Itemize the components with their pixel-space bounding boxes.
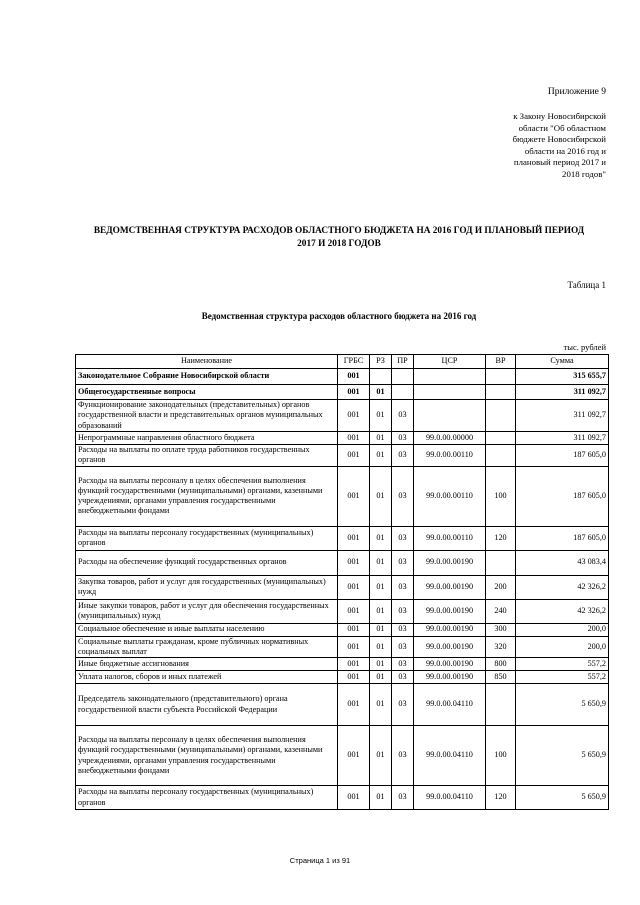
cell-grbs: 001 xyxy=(338,445,370,467)
cell-csr: 99.0.00.00190 xyxy=(414,671,486,684)
cell-pr: 03 xyxy=(392,432,414,445)
page-footer: Страница 1 из 91 xyxy=(289,856,351,865)
cell-sum: 5 650,9 xyxy=(516,786,609,810)
cell-vr: 320 xyxy=(486,636,516,658)
table-row xyxy=(76,526,609,550)
cell-name: Расходы на выплаты персоналу государственных (муниципальных) органов xyxy=(76,526,338,550)
cell-vr xyxy=(486,445,516,467)
cell-name: Непрограммные направления областного бюджета xyxy=(76,432,338,445)
budget-table xyxy=(75,354,609,810)
cell-grbs: 001 xyxy=(338,385,370,400)
cell-vr xyxy=(486,369,516,385)
cell-csr: 99.0.00.00110 xyxy=(414,466,486,526)
cell-grbs: 001 xyxy=(338,658,370,671)
law-line: к Закону Новосибирской xyxy=(513,111,606,121)
cell-sum: 43 083,4 xyxy=(516,550,609,575)
cell-vr xyxy=(486,432,516,445)
cell-grbs: 001 xyxy=(338,369,370,385)
cell-rz: 01 xyxy=(370,671,392,684)
cell-name: Расходы на выплаты персоналу в целях обеспечения выполнения функций государственными (муниципальными) органами, казенными учреждениями, органами управления государственными внебюджетными фондами xyxy=(76,726,338,786)
cell-pr: 03 xyxy=(392,684,414,726)
cell-sum: 311 092,7 xyxy=(516,400,609,432)
appendix-number: Приложение 9 xyxy=(547,87,606,97)
cell-pr xyxy=(392,369,414,385)
table-row xyxy=(76,385,609,400)
cell-rz: 01 xyxy=(370,445,392,467)
cell-sum: 42 326,2 xyxy=(516,599,609,623)
table-row xyxy=(76,684,609,726)
cell-vr: 100 xyxy=(486,726,516,786)
cell-rz: 01 xyxy=(370,623,392,636)
law-reference xyxy=(466,111,606,181)
cell-vr: 120 xyxy=(486,526,516,550)
cell-name: Общегосударственные вопросы xyxy=(76,385,338,400)
table-row xyxy=(76,575,609,599)
cell-csr xyxy=(414,385,486,400)
cell-name: Социальное обеспечение и иные выплаты населению xyxy=(76,623,338,636)
cell-grbs: 001 xyxy=(338,671,370,684)
law-line: плановый период 2017 и xyxy=(513,157,606,168)
cell-vr: 300 xyxy=(486,623,516,636)
cell-pr: 03 xyxy=(392,623,414,636)
cell-rz: 01 xyxy=(370,658,392,671)
cell-rz: 01 xyxy=(370,684,392,726)
cell-name: Законодательное Собрание Новосибирской области xyxy=(76,369,338,385)
table-row xyxy=(76,432,609,445)
law-line: бюджете Новосибирской xyxy=(512,134,606,145)
cell-sum: 200,0 xyxy=(516,623,609,636)
cell-name: Уплата налогов, сборов и иных платежей xyxy=(76,671,338,684)
cell-sum: 311 092,7 xyxy=(516,385,609,400)
cell-name: Иные бюджетные ассигнования xyxy=(76,658,338,671)
table-body xyxy=(76,369,609,810)
cell-vr: 850 xyxy=(486,671,516,684)
column-header-name: Наименование xyxy=(76,355,338,369)
cell-rz xyxy=(370,369,392,385)
cell-grbs: 001 xyxy=(338,550,370,575)
cell-sum: 42 326,2 xyxy=(516,575,609,599)
cell-grbs: 001 xyxy=(338,599,370,623)
cell-vr xyxy=(486,550,516,575)
document-title-line: ВЕДОМСТВЕННАЯ СТРУКТУРА РАСХОДОВ ОБЛАСТНОГО БЮДЖЕТА НА 2016 ГОД И ПЛАНОВЫЙ ПЕРИОД xyxy=(93,226,585,236)
cell-rz: 01 xyxy=(370,550,392,575)
cell-pr: 03 xyxy=(392,636,414,658)
cell-csr: 99.0.00.00190 xyxy=(414,636,486,658)
cell-sum: 315 655,7 xyxy=(516,369,609,385)
cell-sum: 557,2 xyxy=(516,671,609,684)
cell-grbs: 001 xyxy=(338,636,370,658)
cell-csr xyxy=(414,369,486,385)
cell-rz: 01 xyxy=(370,575,392,599)
cell-rz: 01 xyxy=(370,726,392,786)
table-row xyxy=(76,726,609,786)
cell-grbs: 001 xyxy=(338,526,370,550)
table-row xyxy=(76,369,609,385)
cell-csr: 99.0.00.00190 xyxy=(414,599,486,623)
table-title: Ведомственная структура расходов областного бюджета на 2016 год xyxy=(201,311,477,321)
table-row xyxy=(76,599,609,623)
units-label: тыс. рублей xyxy=(563,342,606,352)
cell-rz: 01 xyxy=(370,466,392,526)
cell-pr: 03 xyxy=(392,786,414,810)
law-line: области "Об областном xyxy=(518,122,606,133)
cell-grbs: 001 xyxy=(338,623,370,636)
cell-csr: 99.0.00.00000 xyxy=(414,432,486,445)
cell-csr: 99.0.00.04110 xyxy=(414,684,486,726)
cell-name: Расходы на обеспечение функций государственных органов xyxy=(76,550,338,575)
cell-vr xyxy=(486,385,516,400)
cell-sum: 187 605,0 xyxy=(516,445,609,467)
law-line: 2018 годов" xyxy=(562,169,606,180)
cell-grbs: 001 xyxy=(338,466,370,526)
cell-grbs: 001 xyxy=(338,432,370,445)
document-title-line: 2017 И 2018 ГОДОВ xyxy=(297,238,381,249)
cell-pr: 03 xyxy=(392,466,414,526)
cell-rz: 01 xyxy=(370,599,392,623)
table-row xyxy=(76,671,609,684)
cell-rz: 01 xyxy=(370,432,392,445)
cell-grbs: 001 xyxy=(338,400,370,432)
column-header-sum: Сумма xyxy=(516,355,609,369)
cell-rz: 01 xyxy=(370,385,392,400)
cell-csr: 99.0.00.00190 xyxy=(414,658,486,671)
cell-sum: 187 605,0 xyxy=(516,466,609,526)
cell-pr xyxy=(392,385,414,400)
column-header-grbs: ГРБС xyxy=(338,355,370,369)
cell-grbs: 001 xyxy=(338,726,370,786)
cell-grbs: 001 xyxy=(338,786,370,810)
cell-csr: 99.0.00.00190 xyxy=(414,550,486,575)
cell-sum: 200,0 xyxy=(516,636,609,658)
column-header-csr: ЦСР xyxy=(414,355,486,369)
cell-sum: 5 650,9 xyxy=(516,684,609,726)
table-row xyxy=(76,466,609,526)
cell-pr: 03 xyxy=(392,726,414,786)
cell-rz: 01 xyxy=(370,400,392,432)
cell-csr: 99.0.00.04110 xyxy=(414,786,486,810)
table-row xyxy=(76,623,609,636)
cell-vr xyxy=(486,400,516,432)
cell-pr: 03 xyxy=(392,575,414,599)
column-header-pr: ПР xyxy=(392,355,414,369)
cell-name: Закупка товаров, работ и услуг для государственных (муниципальных) нужд xyxy=(76,575,338,599)
cell-vr xyxy=(486,684,516,726)
cell-csr: 99.0.00.04110 xyxy=(414,726,486,786)
table-row xyxy=(76,550,609,575)
cell-name: Председатель законодательного (представительного) органа государственной власти субъекта Российской Федерации xyxy=(76,684,338,726)
column-header-rz: РЗ xyxy=(370,355,392,369)
cell-csr xyxy=(414,400,486,432)
column-header-vr: ВР xyxy=(486,355,516,369)
cell-name: Социальные выплаты гражданам, кроме публичных нормативных социальных выплат xyxy=(76,636,338,658)
cell-name: Расходы на выплаты персоналу в целях обеспечения выполнения функций государственными (муниципальными) органами, казенными учреждениями, органами управления государственными внебюджетными фондами xyxy=(76,466,338,526)
cell-vr: 120 xyxy=(486,786,516,810)
cell-pr: 03 xyxy=(392,550,414,575)
cell-pr: 03 xyxy=(392,400,414,432)
cell-vr: 200 xyxy=(486,575,516,599)
cell-grbs: 001 xyxy=(338,575,370,599)
cell-rz: 01 xyxy=(370,636,392,658)
document-title xyxy=(60,225,618,250)
cell-vr: 100 xyxy=(486,466,516,526)
cell-csr: 99.0.00.00190 xyxy=(414,575,486,599)
cell-pr: 03 xyxy=(392,671,414,684)
table-row xyxy=(76,400,609,432)
cell-sum: 5 650,9 xyxy=(516,726,609,786)
cell-pr: 03 xyxy=(392,658,414,671)
table-header-row xyxy=(76,355,609,369)
table-row xyxy=(76,786,609,810)
cell-pr: 03 xyxy=(392,526,414,550)
cell-sum: 187 605,0 xyxy=(516,526,609,550)
cell-name: Расходы на выплаты персоналу государственных (муниципальных) органов xyxy=(76,786,338,810)
cell-csr: 99.0.00.00110 xyxy=(414,445,486,467)
table-row xyxy=(76,658,609,671)
table-label: Таблица 1 xyxy=(567,280,606,290)
cell-name: Расходы на выплаты по оплате труда работников государственных органов xyxy=(76,445,338,467)
table-row xyxy=(76,445,609,467)
cell-pr: 03 xyxy=(392,599,414,623)
cell-csr: 99.0.00.00110 xyxy=(414,526,486,550)
cell-sum: 311 092,7 xyxy=(516,432,609,445)
cell-vr: 800 xyxy=(486,658,516,671)
cell-vr: 240 xyxy=(486,599,516,623)
cell-rz: 01 xyxy=(370,526,392,550)
law-line: области на 2016 год и xyxy=(524,145,606,156)
cell-rz: 01 xyxy=(370,786,392,810)
cell-sum: 557,2 xyxy=(516,658,609,671)
cell-pr: 03 xyxy=(392,445,414,467)
cell-name: Иные закупки товаров, работ и услуг для обеспечения государственных (муниципальных) нужд xyxy=(76,599,338,623)
cell-name: Функционирование законодательных (представительных) органов государственной власти и представительных органов муниципальных образований xyxy=(76,400,338,432)
cell-csr: 99.0.00.00190 xyxy=(414,623,486,636)
table-row xyxy=(76,636,609,658)
cell-grbs: 001 xyxy=(338,684,370,726)
